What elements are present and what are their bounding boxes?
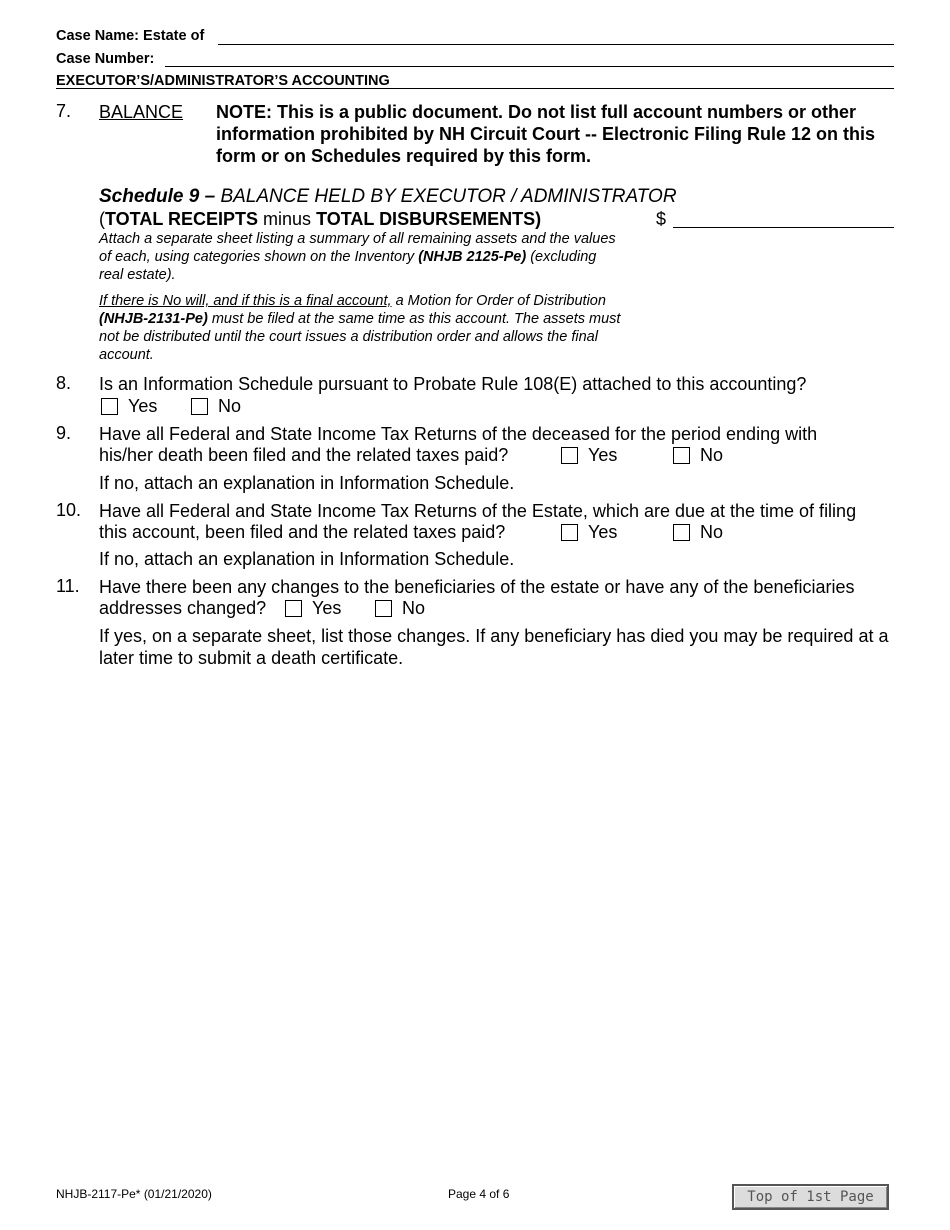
distribution-text: must be filed at the same time as this account. The assets must not be distributed until the court issues a distribution order and allows the final account. (99, 311, 621, 363)
case-name-label: Case Name: Estate of (56, 28, 205, 44)
item-8-no-label: No (218, 396, 242, 416)
item-9-followup: If no, attach an explanation in Information Schedule. (99, 473, 515, 493)
no-will-instructions (99, 292, 625, 364)
item-8-question: Is an Information Schedule pursuant to Probate Rule 108(E) attached to this accounting? (99, 374, 807, 394)
item-10-followup: If no, attach an explanation in Information Schedule. (99, 549, 515, 569)
item-10-number: 10. (56, 500, 82, 520)
item-9-yes-checkbox[interactable] (561, 447, 578, 464)
total-receipts: TOTAL RECEIPTS (105, 209, 259, 229)
attach-summary-instructions (99, 230, 619, 284)
item-11-no-option[interactable] (375, 597, 425, 619)
item-8-no-checkbox[interactable] (191, 398, 208, 415)
item-11-yes-label: Yes (312, 598, 342, 618)
no-will-condition: If there is No will, and if this is a final account, (99, 293, 392, 309)
schedule-9-label: Schedule 9 – (99, 186, 216, 207)
item-11-followup: If yes, on a separate sheet, list those changes. If any beneficiary has died you may be required at a later time to submit a death certificate. (99, 626, 889, 668)
item-9-no-option[interactable] (673, 444, 723, 466)
attach-text-end: (excluding real estate). (99, 249, 597, 283)
case-number-label: Case Number: (56, 51, 155, 67)
item-9-yes-label: Yes (588, 445, 618, 465)
formula-open: ( (99, 209, 105, 229)
item-11-no-label: No (402, 598, 426, 618)
item-10-no-option[interactable] (673, 521, 723, 543)
item-10-yes-label: Yes (588, 522, 618, 542)
attach-text: Attach a separate sheet listing a summary of all remaining assets and the values of each, using categories shown on the Inventory (99, 231, 616, 265)
item-8-yes-option[interactable] (101, 395, 157, 417)
item-11-no-checkbox[interactable] (375, 600, 392, 617)
balance-formula (99, 208, 541, 230)
schedule-9-title (99, 186, 677, 208)
item-9-no-label: No (700, 445, 724, 465)
item-9-question-line1: Have all Federal and State Income Tax Returns of the deceased for the period ending with (99, 424, 818, 444)
item-10-yes-checkbox[interactable] (561, 524, 578, 541)
item-8-yes-label: Yes (128, 396, 158, 416)
motion-form-ref: (NHJB-2131-Pe) (99, 311, 208, 327)
item-10-no-label: No (700, 522, 724, 542)
schedule-9-heading: BALANCE HELD BY EXECUTOR / ADMINISTRATOR (215, 186, 677, 207)
item-10-question-line2: this account, been filed and the related taxes paid? (99, 522, 506, 542)
item-11-question-line1: Have there been any changes to the beneficiaries of the estate or have any of the beneficiaries (99, 577, 855, 597)
form-id: NHJB-2117-Pe* (01/21/2020) (56, 1187, 212, 1201)
item-9-question-line2: his/her death been filed and the related taxes paid? (99, 445, 509, 465)
formula-minus: minus (258, 209, 317, 229)
item-8-number: 8. (56, 373, 72, 393)
header-rule (56, 88, 894, 89)
item-10-no-checkbox[interactable] (673, 524, 690, 541)
item-9-yes-option[interactable] (561, 444, 617, 466)
total-disbursements: TOTAL DISBURSEMENTS) (316, 209, 542, 229)
item-10-yes-option[interactable] (561, 521, 617, 543)
motion-text: a Motion for Order of Distribution (391, 293, 606, 309)
case-number-field[interactable] (165, 53, 894, 67)
case-name-field[interactable] (218, 30, 894, 45)
item-9-number: 9. (56, 423, 72, 443)
item-11-question-line2: addresses changed? (99, 598, 267, 618)
balance-amount-field[interactable] (673, 212, 894, 228)
item-8-yes-checkbox[interactable] (101, 398, 118, 415)
public-document-note: NOTE: This is a public document. Do not list full account numbers or other information prohibited by NH Circuit Court -- Electronic Filing Rule 12 on this form or on Schedules required by this form. (216, 102, 876, 166)
dollar-sign: $ (656, 209, 667, 229)
item-8-no-option[interactable] (191, 395, 241, 417)
section-title: EXECUTOR’S/ADMINISTRATOR’S ACCOUNTING (56, 73, 390, 89)
item-7-number: 7. (56, 101, 72, 121)
page-number: Page 4 of 6 (448, 1187, 510, 1201)
item-7-label: BALANCE (99, 102, 184, 122)
item-11-number: 11. (56, 576, 80, 596)
item-9-no-checkbox[interactable] (673, 447, 690, 464)
item-11-yes-checkbox[interactable] (285, 600, 302, 617)
item-11-yes-option[interactable] (285, 597, 341, 619)
top-of-first-page-button[interactable]: Top of 1st Page (732, 1184, 889, 1210)
item-10-question-line1: Have all Federal and State Income Tax Returns of the Estate, which are due at the time of filing (99, 501, 857, 521)
inventory-form-ref: (NHJB 2125-Pe) (418, 249, 527, 265)
